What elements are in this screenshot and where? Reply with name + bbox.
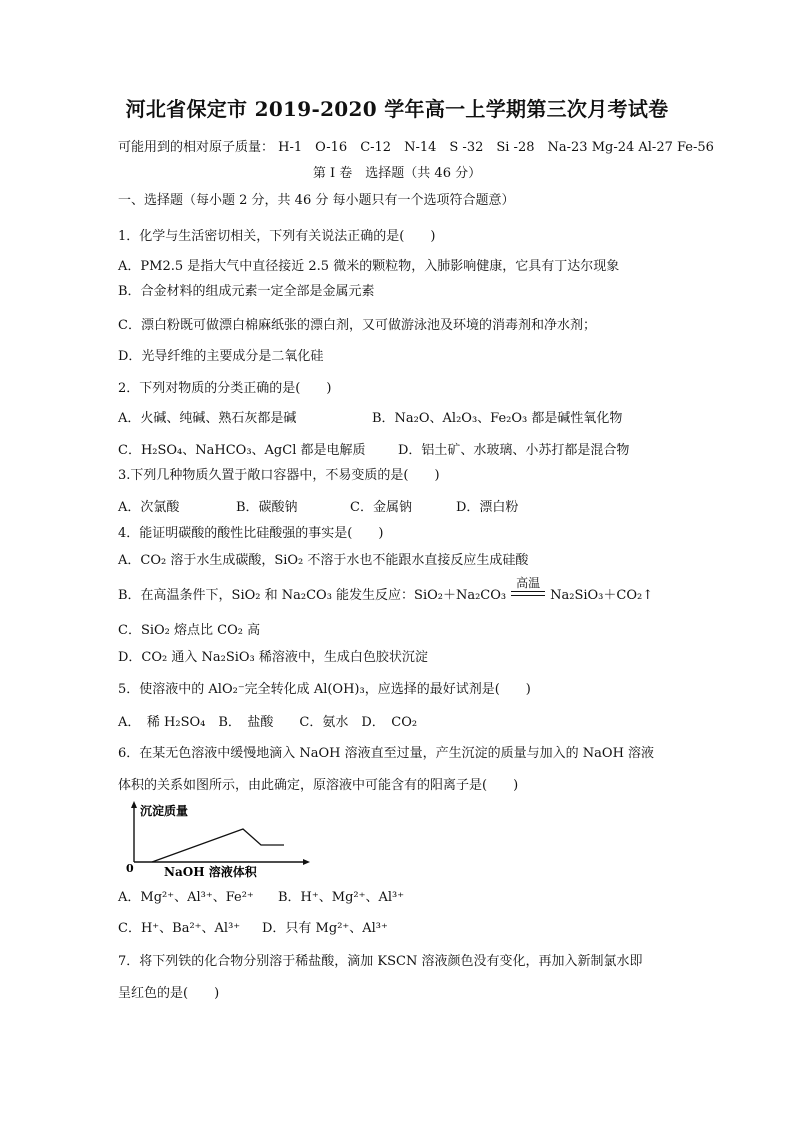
q4-option-a: A．CO₂ 溶于水生成碳酸，SiO₂ 不溶于水也不能跟水直接反应生成硅酸 — [118, 553, 529, 568]
q3-option-d: D．漂白粉 — [456, 500, 519, 515]
q4-option-b-text: B．在高温条件下，SiO₂ 和 Na₂CO₃ 能发生反应：SiO₂＋Na₂CO₃ — [118, 588, 507, 603]
q7-stem-line1: 7．将下列铁的化合物分别溶于稀盐酸，滴加 KSCN 溶液颜色没有变化，再加入新制氯水即 — [118, 954, 643, 969]
q6-option-d: D．只有 Mg²⁺、Al³⁺ — [262, 921, 388, 936]
q6-stem-line1: 6．在某无色溶液中缓慢地滴入 NaOH 溶液直至过量，产生沉淀的质量与加入的 NaOH 溶液 — [118, 746, 655, 761]
y-axis-arrow — [131, 801, 137, 808]
q1-option-c: C．漂白粉既可做漂白棉麻纸张的漂白剂，又可做游泳池及环境的消毒剂和净水剂； — [118, 318, 596, 333]
q1-option-a: A．PM2.5 是指大气中直径接近 2.5 微米的颗粒物，入肺影响健康，它具有丁达尔现象 — [118, 259, 620, 274]
q2-stem: 2．下列对物质的分类正确的是( ) — [118, 381, 332, 396]
q4-option-b — [118, 576, 654, 604]
q1-option-b: B．合金材料的组成元素一定全部是金属元素 — [118, 284, 375, 299]
high-temp-equals-sign — [508, 576, 548, 604]
chart-origin-label: 0 — [126, 862, 134, 875]
q2-option-a: A．火碱、纯碱、熟石灰都是碱 — [118, 411, 297, 426]
chart-y-label: 沉淀质量 — [140, 804, 189, 818]
q6-option-c: C．H⁺、Ba²⁺、Al³⁺ — [118, 921, 241, 936]
q2-option-c: C．H₂SO₄、NaHCO₃、AgCl 都是电解质 — [118, 443, 366, 458]
q2-option-d: D．铝土矿、水玻璃、小苏打都是混合物 — [398, 443, 630, 458]
q7-stem-line2: 呈红色的是( ) — [118, 986, 220, 1001]
x-axis-arrow — [303, 859, 310, 865]
q5-stem: 5．使溶液中的 AlO₂⁻完全转化成 Al(OH)₃，应选择的最好试剂是( ) — [118, 682, 531, 697]
q5-options: A． 稀 H₂SO₄ B． 盐酸 C．氨水 D． CO₂ — [118, 715, 418, 730]
q3-option-a: A．次氯酸 — [118, 500, 180, 515]
chart-x-label: NaOH 溶液体积 — [164, 865, 257, 878]
atomic-masses: 可能用到的相对原子质量： H-1 O-16 C-12 N-14 S -32 Si -28 Na-23 Mg-24 Al-27 Fe-56 — [118, 140, 714, 155]
q4-stem: 4．能证明碳酸的酸性比硅酸强的事实是( ) — [118, 526, 384, 541]
q4-option-b-products: Na₂SiO₃＋CO₂↑ — [550, 588, 654, 603]
q4-option-d: D．CO₂ 通入 Na₂SiO₃ 稀溶液中，生成白色胶状沉淀 — [118, 650, 428, 665]
precipitate-graph — [126, 800, 326, 878]
page-title: 河北省保定市 2019-2020 学年高一上学期第三次月考试卷 — [125, 97, 669, 121]
q4-option-c: C．SiO₂ 熔点比 CO₂ 高 — [118, 623, 261, 638]
q2-option-b: B．Na₂O、Al₂O₃、Fe₂O₃ 都是碱性氧化物 — [372, 411, 623, 426]
part-one-heading: 一、选择题（每小题 2 分，共 46 分 每小题只有一个选项符合题意） — [118, 193, 515, 208]
q6-stem-line2: 体积的关系如图所示，由此确定，原溶液中可能含有的阳离子是( ) — [118, 778, 519, 793]
q1-stem: 1．化学与生活密切相关，下列有关说法正确的是( ) — [118, 229, 436, 244]
precipitate-curve — [152, 829, 284, 862]
section-title: 第 I 卷 选择题（共 46 分） — [312, 166, 482, 181]
q6-option-a: A．Mg²⁺、Al³⁺、Fe²⁺ — [118, 890, 254, 905]
q6-option-b: B．H⁺、Mg²⁺、Al³⁺ — [278, 890, 405, 905]
reaction-condition: 高温 — [516, 576, 541, 590]
q3-stem: 3.下列几种物质久置于敞口容器中，不易变质的是( ) — [118, 468, 440, 483]
q1-option-d: D．光导纤维的主要成分是二氧化硅 — [118, 349, 324, 364]
q3-option-b: B．碳酸钠 — [236, 500, 298, 515]
q3-option-c: C．金属钠 — [350, 500, 412, 515]
